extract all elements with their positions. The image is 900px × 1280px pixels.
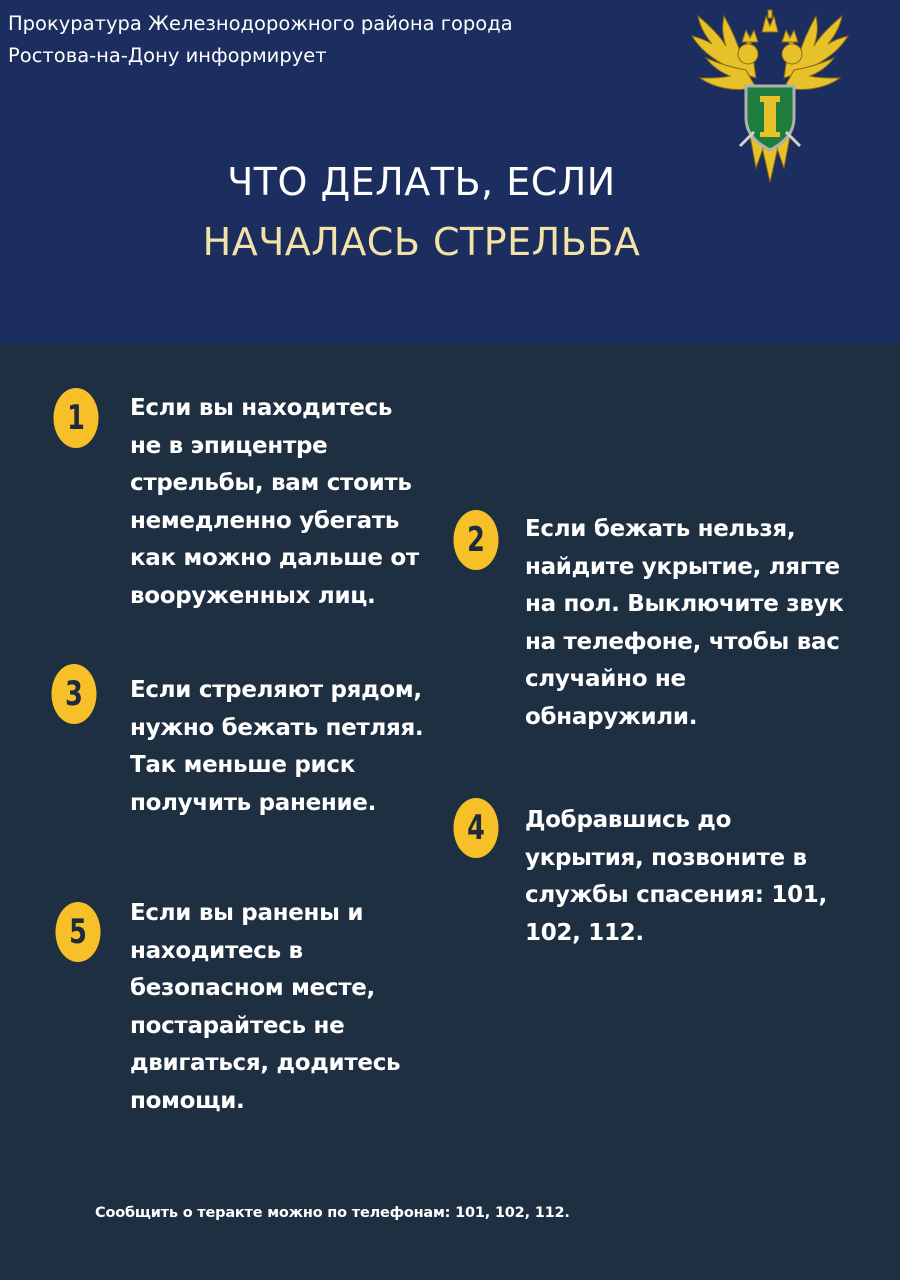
step-1-text: Если вы находитесь не в эпицентре стрельбы, вам стоить немедленно убегать как можно дальше от вооруженных лиц. [130, 395, 419, 609]
step-number-badge-2: 2 [454, 510, 499, 570]
step-number-badge-4: 4 [454, 798, 499, 858]
prosecutor-emblem-icon [686, 8, 854, 186]
step-5-text: Если вы ранены и находитесь в безопасном месте, постарайтесь не двигаться, додитесь помощи. [130, 900, 401, 1114]
organization-line-1: Прокуратура Железнодорожного района города [8, 12, 513, 35]
header [0, 0, 900, 343]
step-number-badge-3: 3 [52, 664, 97, 724]
title-line-2: НАЧАЛАСЬ СТРЕЛЬБА [202, 220, 641, 264]
step-number-badge-5: 5 [56, 902, 101, 962]
title-line-1: ЧТО ДЕЛАТЬ, ЕСЛИ [227, 160, 616, 204]
footer-phone-note: Сообщить о теракте можно по телефонам: 101, 102, 112. [95, 1205, 570, 1221]
step-3-text: Если стреляют рядом, нужно бежать петляя. Так меньше риск получить ранение. [130, 677, 424, 816]
organization-line-2: Ростова-на-Дону информирует [8, 44, 327, 67]
step-4-text: Добравшись до укрытия, позвоните в службы спасения: 101, 102, 112. [525, 807, 827, 946]
step-number-badge-1: 1 [54, 388, 99, 448]
step-2-text: Если бежать нельзя, найдите укрытие, лягте на пол. Выключите звук на телефоне, чтобы вас случайно не обнаружили. [525, 516, 844, 730]
